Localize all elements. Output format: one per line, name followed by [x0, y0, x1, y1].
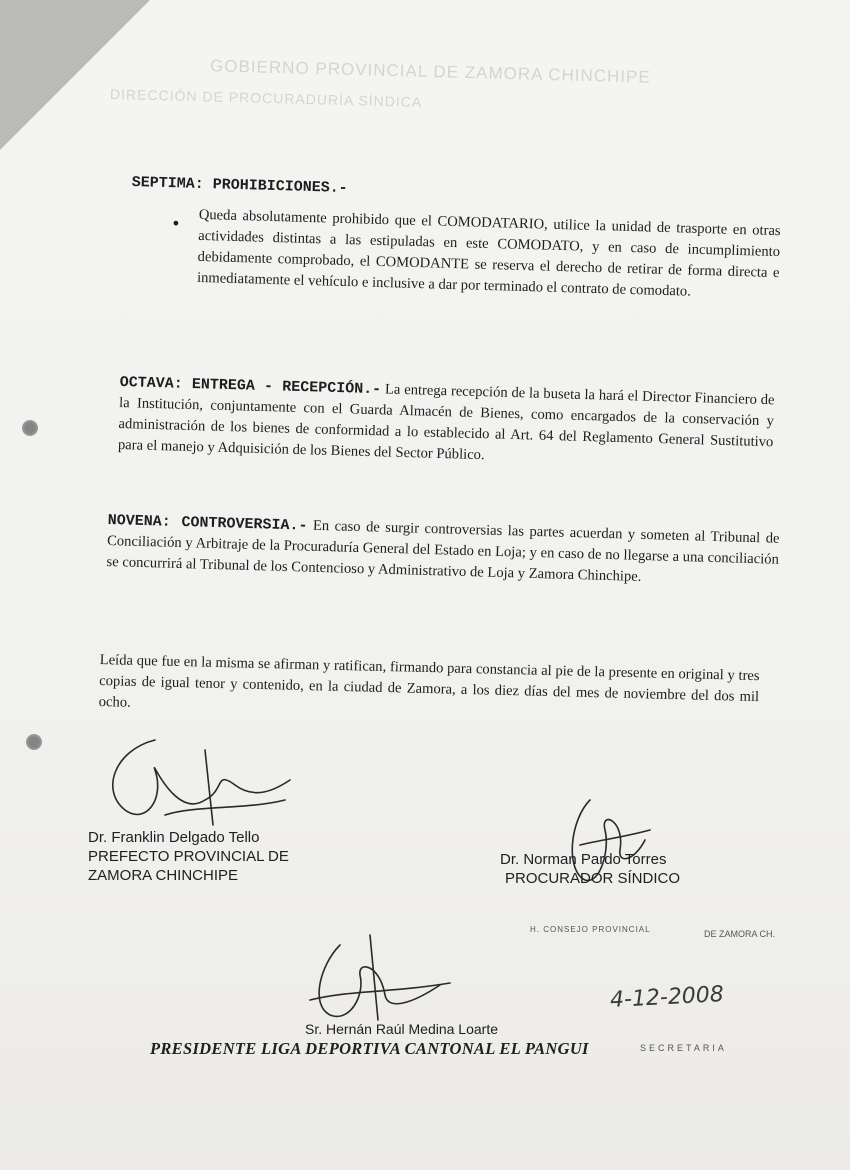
stamp-line: H. CONSEJO PROVINCIAL: [530, 925, 651, 934]
punch-hole-bottom: [26, 734, 42, 750]
clause-body: La entrega recepción de la buseta la hará el Director Financiero de la Institución, conjuntamente con el Guarda Almacén de Bienes, como encargados de la conservación y administración de los bienes de conformidad a lo establecido al Art. 64 del Reglamento General Sustitutivo para el manejo y Adquisición de los Bienes del Sector Público.: [117, 381, 775, 464]
signature-bottom: [290, 925, 460, 1025]
folded-corner-shadow: [0, 0, 150, 150]
signatory-role: PRESIDENTE LIGA DEPORTIVA CANTONAL EL PANGUI: [150, 1039, 589, 1058]
clause-body: En caso de surgir controversias las partes acuerdan y someten al Tribunal de Conciliación y Arbitraje de la Procuraduría General del Estado en Loja; y en caso de no llegarse a una conciliación se concurrirá al Tribunal de los Contencioso y Administrativo de Loja y Zamora Chinchipe.: [106, 517, 780, 585]
bullet-icon: ●: [172, 217, 180, 230]
signatory-name: Dr. Norman Pardo Torres: [500, 851, 667, 868]
clause-septima: [129, 172, 782, 305]
signatory-role: PROCURADOR SÍNDICO: [505, 870, 681, 887]
clause-octava: [118, 372, 775, 474]
signatory-name: Dr. Franklin Delgado Tello: [88, 829, 260, 846]
signatory-right: [500, 850, 681, 888]
signatory-role: PREFECTO PROVINCIAL DE: [88, 848, 289, 865]
bleed-through-subheader: DIRECCIÓN DE PROCURADURÍA SÍNDICA: [109, 85, 423, 111]
signature-left: [95, 730, 295, 840]
signatory-role: ZAMORA CHINCHIPE: [88, 867, 239, 884]
clause-novena: [106, 510, 779, 592]
stamp-secretaria: SECRETARIA: [640, 1043, 727, 1053]
stamp-date: 4-12-2008: [609, 982, 725, 1013]
clause-body: Queda absolutamente prohibido que el COMODATARIO, utilice la unidad de trasporte en otras actividades distintas a las estipuladas en este COMODATO, y en caso de incumplimiento debidamente comprobado, el COMODANTE se reserva el derecho de retirar de forma directa e inmediatamente el vehículo e inclusive a dar por terminado el contrato de comodato.: [196, 206, 781, 300]
signatory-bottom: [150, 1020, 589, 1058]
punch-hole-top: [22, 420, 38, 436]
closing-text: Leída que fue en la misma se afirman y ratifican, firmando para constancia al pie de la presente en original y tres copias de igual tenor y contenido, en la ciudad de Zamora, a los diez días del mes de noviembre del dos mil ocho.: [98, 651, 760, 711]
clause-heading: NOVENA: CONTROVERSIA.-: [107, 511, 308, 535]
closing-paragraph: [98, 650, 759, 729]
clause-heading: OCTAVA: ENTREGA - RECEPCIÓN.-: [119, 373, 382, 399]
reception-stamp: [530, 925, 800, 1065]
stamp-line: DE ZAMORA CH.: [703, 929, 775, 939]
clause-heading: SEPTIMA: PROHIBICIONES.-: [131, 173, 348, 198]
signatory-left: [88, 828, 289, 885]
bleed-through-header: GOBIERNO PROVINCIAL DE ZAMORA CHINCHIPE: [209, 56, 651, 87]
signatory-name: Sr. Hernán Raúl Medina Loarte: [305, 1021, 498, 1037]
